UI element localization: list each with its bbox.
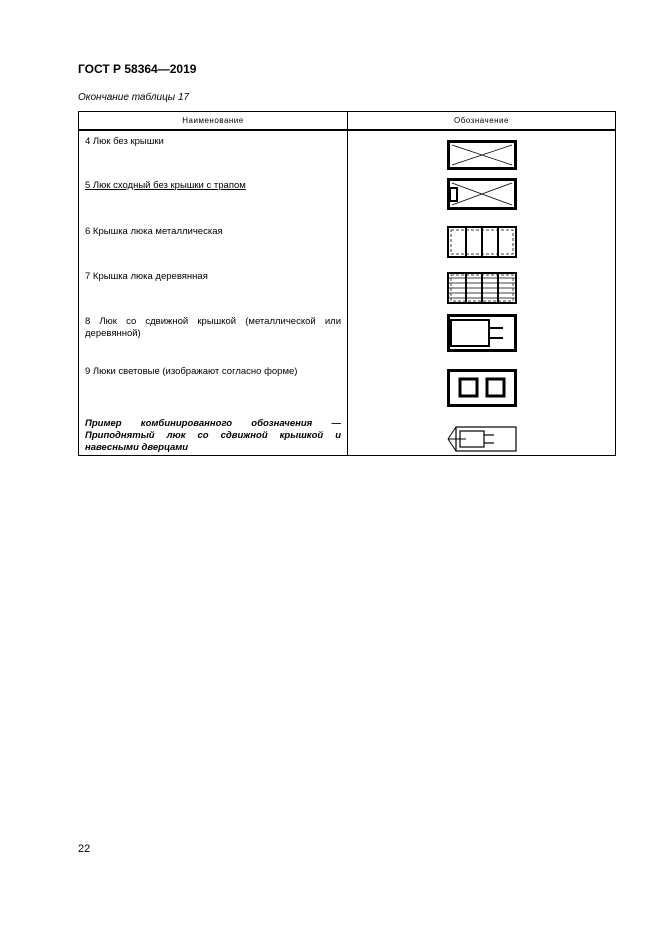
table-row: [79, 413, 616, 455]
table-row: [79, 130, 616, 175]
row-name: [79, 175, 348, 221]
table-row: [79, 361, 616, 413]
table-row: [79, 221, 616, 266]
row-name: 7 Крышка люка деревянная: [79, 266, 348, 311]
table-caption: Окончание таблицы 17: [78, 92, 190, 103]
table-row: [79, 311, 616, 361]
row-name: 8 Люк со сдвижной крышкой (металлической или деревянной): [79, 311, 348, 361]
row-name: 4 Люк без крышки: [79, 130, 348, 175]
wooden-cover-icon: [447, 272, 517, 304]
row-symbol: [348, 413, 616, 455]
row-symbol: [348, 361, 616, 413]
combined-symbol-icon: [446, 425, 518, 453]
column-header-symbol: Обозначение: [348, 112, 616, 131]
sliding-cover-icon: [447, 314, 517, 352]
table-row: [79, 175, 616, 221]
row-symbol: [348, 175, 616, 221]
symbols-table: [78, 111, 616, 456]
row-symbol: [348, 130, 616, 175]
table-header-row: [79, 112, 616, 131]
row-name-text: 5 Люк сходный без крышки с трапом: [85, 180, 246, 191]
row-name: 9 Люки световые (изображают согласно форме): [79, 361, 348, 413]
row-symbol: [348, 311, 616, 361]
row-symbol: [348, 221, 616, 266]
document-code: ГОСТ Р 58364—2019: [78, 62, 197, 76]
metal-cover-icon: [447, 226, 517, 258]
row-name: 6 Крышка люка металлическая: [79, 221, 348, 266]
hatch-no-cover-icon: [447, 140, 517, 170]
table-row: [79, 266, 616, 311]
column-header-name: Наименование: [79, 112, 348, 131]
row-symbol: [348, 266, 616, 311]
page-number: 22: [78, 843, 91, 855]
skylight-icon: [447, 369, 517, 407]
hatch-ladder-icon: [447, 178, 517, 210]
row-name: Пример комбинированного обозначения — Приподнятый люк со сдвижной крышкой и навесными дверцами: [79, 413, 348, 455]
